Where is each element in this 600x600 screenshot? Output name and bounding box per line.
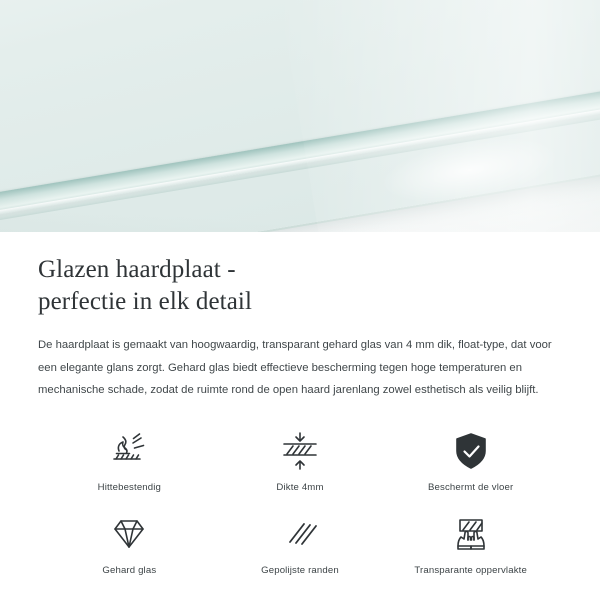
feature-label: Transparante oppervlakte	[414, 564, 527, 576]
feature-label: Gepolijste randen	[261, 564, 339, 576]
feature-item-tempered-glass	[44, 511, 215, 576]
thickness-arrows-icon	[277, 428, 323, 474]
description-paragraph: De haardplaat is gemaakt van hoogwaardig, transparant gehard glas van 4 mm dik, float-type, dat voor een elegante glans zorgt. Gehard glas biedt effectieve bescherming tegen hoge temperaturen en mechanische schade, zodat de ruimte rond de open haard jarenlang zowel esthetisch als veilig blijft.	[38, 339, 552, 397]
feature-grid	[38, 428, 562, 576]
page-title-line-1: Glazen haardplaat -	[38, 256, 236, 283]
feature-item-thickness	[215, 428, 386, 493]
polished-edges-icon	[277, 511, 323, 557]
feature-label: Hittebestendig	[97, 481, 162, 493]
flame-heat-resistant-icon	[106, 428, 152, 474]
diamond-tempered-glass-icon	[106, 511, 152, 557]
hero-image	[0, 0, 600, 232]
feature-item-transparent-surface	[385, 511, 556, 576]
hero-vignette	[0, 0, 600, 232]
page-title-line-2: perfectie in elk detail	[38, 288, 252, 315]
feature-item-polished-edges	[215, 511, 386, 576]
feature-label: Beschermt de vloer	[427, 481, 514, 493]
feature-item-heat-resistant	[44, 428, 215, 493]
feature-item-protects-floor	[385, 428, 556, 493]
shield-check-icon	[448, 428, 494, 474]
hands-transparent-surface-icon	[448, 511, 494, 557]
feature-label: Dikte 4mm	[276, 481, 324, 493]
content-area	[0, 232, 600, 576]
page-title	[38, 254, 562, 318]
feature-label: Gehard glas	[102, 564, 157, 576]
